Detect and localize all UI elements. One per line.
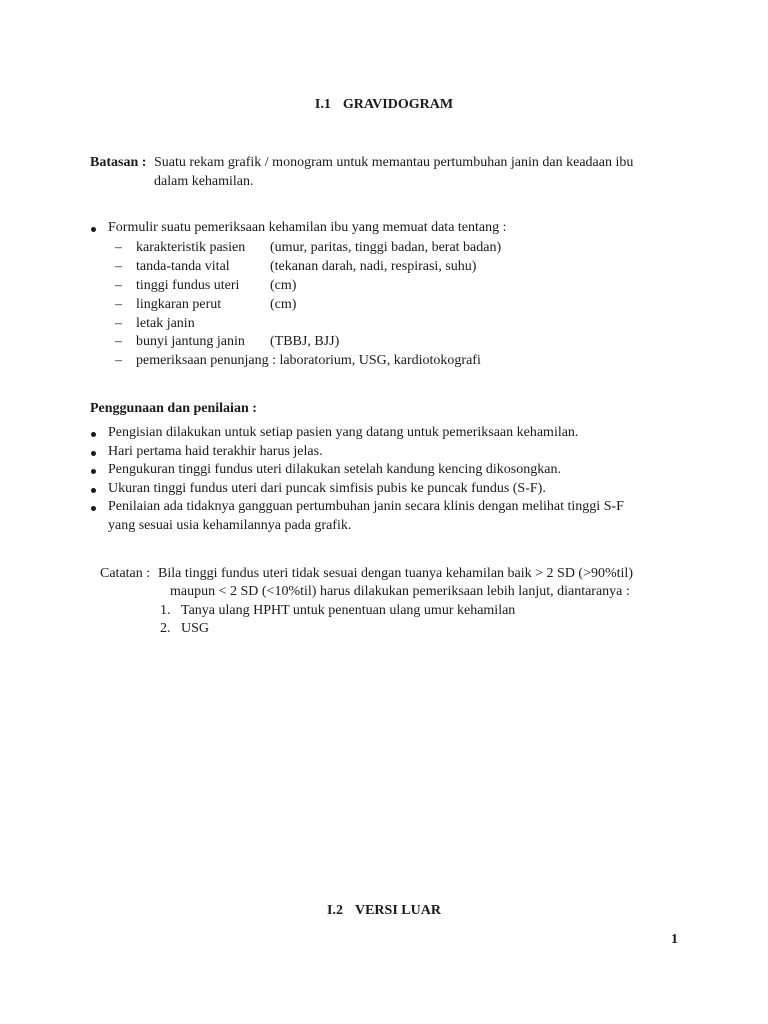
list-item-label: tanda-tanda vital: [136, 259, 230, 274]
list-item-label: karakteristik pasien: [136, 240, 246, 255]
list-item: USG: [181, 621, 210, 636]
section-number: I.1: [314, 97, 331, 112]
formulir-intro: Formulir suatu pemeriksaan kehamilan ibu yang memuat data tentang :: [108, 220, 507, 235]
list-item-label: lingkaran perut: [136, 297, 222, 312]
list-item-label: pemeriksaan penunjang : laboratorium, USG, kardiotokografi: [136, 353, 481, 368]
list-item: Penilaian ada tidaknya gangguan pertumbuhan janin secara klinis dengan melihat tinggi S-F: [108, 499, 624, 514]
batasan-label: Batasan :: [90, 155, 147, 170]
bullet-icon: [91, 488, 96, 493]
list-item-detail: (cm): [270, 297, 297, 312]
bullet-icon: [91, 469, 96, 474]
batasan-text-line2: dalam kehamilan.: [154, 174, 254, 189]
page-number: 1: [671, 932, 678, 947]
section-number: I.2: [327, 903, 343, 918]
list-number: 1.: [160, 603, 171, 618]
dash-icon: –: [115, 240, 122, 255]
bullet-icon: [91, 227, 96, 232]
list-item-label: bunyi jantung janin: [136, 334, 245, 349]
dash-icon: –: [115, 334, 122, 349]
list-item-detail: (TBBJ, BJJ): [270, 334, 340, 349]
catatan-label: Catatan :: [100, 566, 151, 581]
list-item-detail: (cm): [270, 278, 297, 293]
section-title-text: VERSI LUAR: [354, 903, 441, 918]
section-title-gravidogram: [0, 97, 768, 113]
section-title-versi-luar: [0, 903, 768, 919]
list-item: Hari pertama haid terakhir harus jelas.: [108, 444, 323, 459]
dash-icon: –: [115, 259, 122, 274]
list-item: Pengisian dilakukan untuk setiap pasien yang datang untuk pemeriksaan kehamilan.: [108, 425, 579, 440]
dash-icon: –: [115, 353, 122, 368]
section-title-text: GRAVIDOGRAM: [342, 97, 454, 112]
dash-icon: –: [115, 297, 122, 312]
penggunaan-heading: Penggunaan dan penilaian :: [90, 401, 257, 416]
list-item-label: tinggi fundus uteri: [136, 278, 240, 293]
list-item: Tanya ulang HPHT untuk penentuan ulang umur kehamilan: [181, 603, 516, 618]
bullet-icon: [91, 506, 96, 511]
catatan-text-line2: maupun < 2 SD (<10%til) harus dilakukan pemeriksaan lebih lanjut, diantaranya :: [170, 584, 630, 599]
bullet-icon: [91, 451, 96, 456]
list-item-detail: (tekanan darah, nadi, respirasi, suhu): [270, 259, 477, 274]
dash-icon: –: [115, 278, 122, 293]
dash-icon: –: [115, 316, 122, 331]
list-item-continuation: yang sesuai usia kehamilannya pada grafik.: [108, 518, 352, 533]
batasan-text-line1: Suatu rekam grafik / monogram untuk memantau pertumbuhan janin dan keadaan ibu: [154, 155, 634, 170]
list-item-label: letak janin: [136, 316, 195, 331]
list-item-detail: (umur, paritas, tinggi badan, berat badan): [270, 240, 502, 255]
list-number: 2.: [160, 621, 171, 636]
list-item: Pengukuran tinggi fundus uteri dilakukan setelah kandung kencing dikosongkan.: [108, 462, 561, 477]
list-item: Ukuran tinggi fundus uteri dari puncak simfisis pubis ke puncak fundus (S-F).: [108, 481, 546, 496]
catatan-text-line1: Bila tinggi fundus uteri tidak sesuai dengan tuanya kehamilan baik > 2 SD (>90%til): [158, 566, 633, 581]
bullet-icon: [91, 432, 96, 437]
